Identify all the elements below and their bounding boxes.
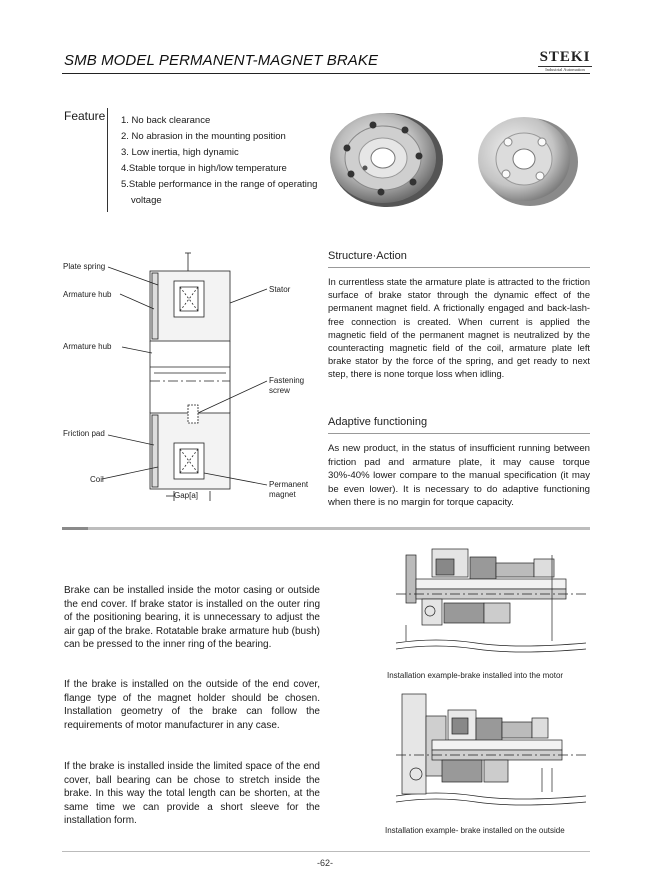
label-screw: screw <box>269 386 290 395</box>
installation-drawing-motor <box>392 545 592 663</box>
title-rule <box>62 73 590 74</box>
logo-name: STEKI <box>539 49 591 65</box>
label-permanent: Permanent <box>269 480 309 489</box>
brake-photo-front <box>325 108 445 208</box>
label-gap: Gap[a] <box>174 491 199 500</box>
section-divider <box>62 527 590 530</box>
installation-caption-2: Installation example- brake installed on the outside <box>385 826 565 835</box>
adaptive-text: As new product, in the status of insufficient running between friction pad and armature plate, it may cause torque 30%-40% lower compare to the manual specification (it may be even lower). It is necessary to do adaptive functioning when there is no margin for torque capacity. <box>328 443 590 508</box>
feature-item: 1. No back clearance <box>121 115 211 126</box>
installation-para-1: Brake can be installed inside the motor casing or outside the end cover. If brake stator is installed on the outer ring of the positioning bearing, it is unnecessary to adjust the air gap of the brake. Rotatable brake armature hub (bush) can be pressed to the inner ring of the bearing. <box>64 585 320 650</box>
label-friction-pad: Friction pad <box>63 429 105 438</box>
installation-caption-1: Installation example-brake installed into the motor <box>387 671 564 680</box>
adaptive-rule <box>328 433 590 434</box>
structure-heading: Structure·Action <box>328 250 407 262</box>
structure-text: In currentless state the armature plate is attracted to the friction surface of brake stator through the dynamic effect of the permanent magnet field. A frictionally engaged and back-lash-free connection is created. When current is applied the magnetic field of the permanent magnet is neutralized by the counteracting magnetic field of the coil, armature plate left brake stator by the force of the spring, and get ready to next step, there is none torque loss when idling. <box>328 277 590 380</box>
feature-item: 4.Stable torque in high/low temperature <box>121 163 287 174</box>
feature-divider <box>107 108 108 212</box>
installation-para-2: If the brake is installed on the outside of the end cover, flange type of the magnet holder should be chosen. Installation geometry of the brake can follow the requirements of motor manufacturer in any case. <box>64 679 320 731</box>
structure-rule <box>328 267 590 268</box>
label-armature-hub-lower: Armature hub <box>63 342 112 351</box>
feature-item: 5.Stable performance in the range of operating <box>121 179 318 190</box>
feature-label: Feature <box>64 109 106 123</box>
adaptive-heading: Adaptive functioning <box>328 416 428 428</box>
label-armature-hub-upper: Armature hub <box>63 290 112 299</box>
label-fastening: Fastening <box>269 376 305 385</box>
section-divider-accent <box>62 527 88 530</box>
label-stator: Stator <box>269 285 291 294</box>
installation-para-3: If the brake is installed inside the limited space of the end cover, ball bearing can be chose to stretch inside the brake. In this way the total length can be shorten, at the same time we can provide a short sleeve for the installation form. <box>64 761 320 826</box>
label-plate-spring: Plate spring <box>63 262 106 271</box>
footer-rule <box>62 851 590 852</box>
page-number: -62- <box>316 858 333 868</box>
logo-subtitle: Industrial Automation <box>538 66 592 73</box>
brake-photo-angled <box>470 112 580 207</box>
installation-drawing-outside <box>392 688 592 813</box>
brand-logo <box>538 50 592 73</box>
label-coil: Coil <box>90 475 104 484</box>
feature-item: voltage <box>131 195 162 206</box>
page-title: SMB MODEL PERMANENT-MAGNET BRAKE <box>64 52 379 69</box>
feature-item: 3. Low inertia, high dynamic <box>121 147 239 158</box>
label-magnet: magnet <box>269 490 296 499</box>
feature-list <box>121 113 321 209</box>
feature-item: 2. No abrasion in the mounting position <box>121 131 286 142</box>
